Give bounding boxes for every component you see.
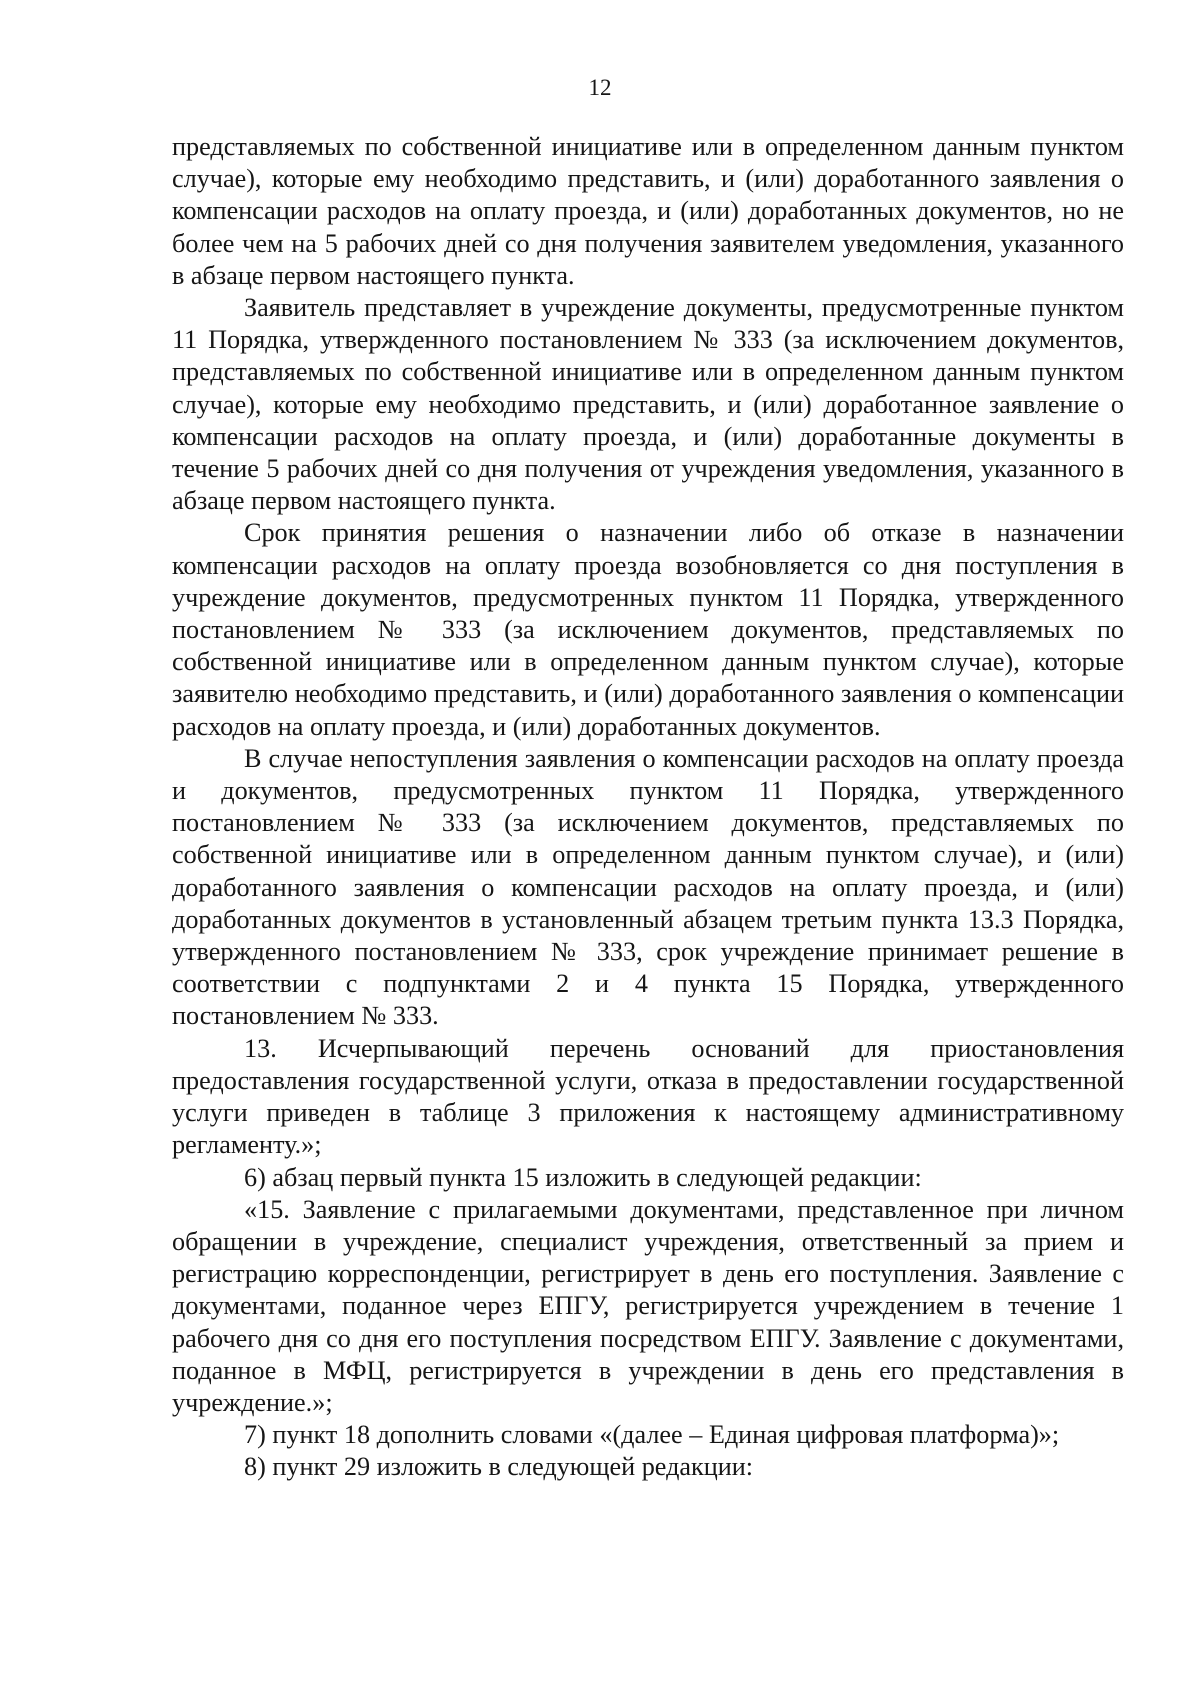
paragraph-continuation: представляемых по собственной инициативе или в определенном данным пунктом случае), которые ему необходимо представить, и (или) доработанного заявления о компенсации расходов на оплату проезда, и (или) доработанных документов, но не более чем на 5 рабочих дней со дня получения заявителем уведомления, указанного в абзаце первом настоящего пункта. xyxy=(172,132,1124,290)
paragraph-applicant-submits: Заявитель представляет в учреждение документы, предусмотренные пунктом 11 Порядка, утвержденного постановлением № 333 (за исключением документов, представляемых по собственной инициативе или в определенном данным пунктом случае), которые ему необходимо представить, и (или) доработанное заявление о компенсации расходов на оплату проезда, и (или) доработанные документы в течение 5 рабочих дней со дня получения от учреждения уведомления, указанного в абзаце первом настоящего пункта. xyxy=(172,293,1124,516)
paragraph-non-receipt: В случае непоступления заявления о компенсации расходов на оплату проезда и документов, предусмотренных пунктом 11 Порядка, утвержденного постановлением № 333 (за исключением документов, представляемых по собственной инициативе или в определенном данным пунктом случае), и (или) доработанного заявления о компенсации расходов на оплату проезда, и (или) доработанных документов в установленный абзацем третьим пункта 13.3 Порядка, утвержденного постановлением № 333, срок учреждение принимает решение в соответствии с подпунктами 2 и 4 пункта 15 Порядка, утвержденного постановлением № 333. xyxy=(172,743,1124,1031)
paragraph-item-15: «15. Заявление с прилагаемыми документами, представленное при личном обращении в учреждение, специалист учреждения, ответственный за прием и регистрацию корреспонденции, регистрирует в день его поступления. Заявление с документами, поданное через ЕПГУ, регистрируется учреждением в течение 1 рабочего дня со дня его поступления посредством ЕПГУ. Заявление с документами, поданное в МФЦ, регистрируется в учреждении в день его представления в учреждение.»; xyxy=(172,1194,1124,1417)
page-number: 12 xyxy=(588,75,612,100)
paragraph-amendment-8: 8) пункт 29 изложить в следующей редакции: xyxy=(244,1452,754,1482)
document-body xyxy=(172,131,1124,1484)
paragraph-decision-period: Срок принятия решения о назначении либо об отказе в назначении компенсации расходов на оплату проезда возобновляется со дня поступления в учреждение документов, предусмотренных пунктом 11 Порядка, утвержденного постановлением № 333 (за исключением документов, представляемых по собственной инициативе или в определенном данным пунктом случае), которые заявителю необходимо представить, и (или) доработанного заявления о компенсации расходов на оплату проезда, и (или) доработанных документов. xyxy=(172,518,1124,741)
paragraph-amendment-7: 7) пункт 18 дополнить словами «(далее – Единая цифровая платформа)»; xyxy=(244,1420,1060,1450)
paragraph-item-13: 13. Исчерпывающий перечень оснований для приостановления предоставления государственной услуги, отказа в предоставлении государственной услуги приведен в таблице 3 приложения к настоящему административному регламенту.»; xyxy=(172,1033,1124,1160)
paragraph-amendment-6: 6) абзац первый пункта 15 изложить в следующей редакции: xyxy=(244,1162,922,1192)
